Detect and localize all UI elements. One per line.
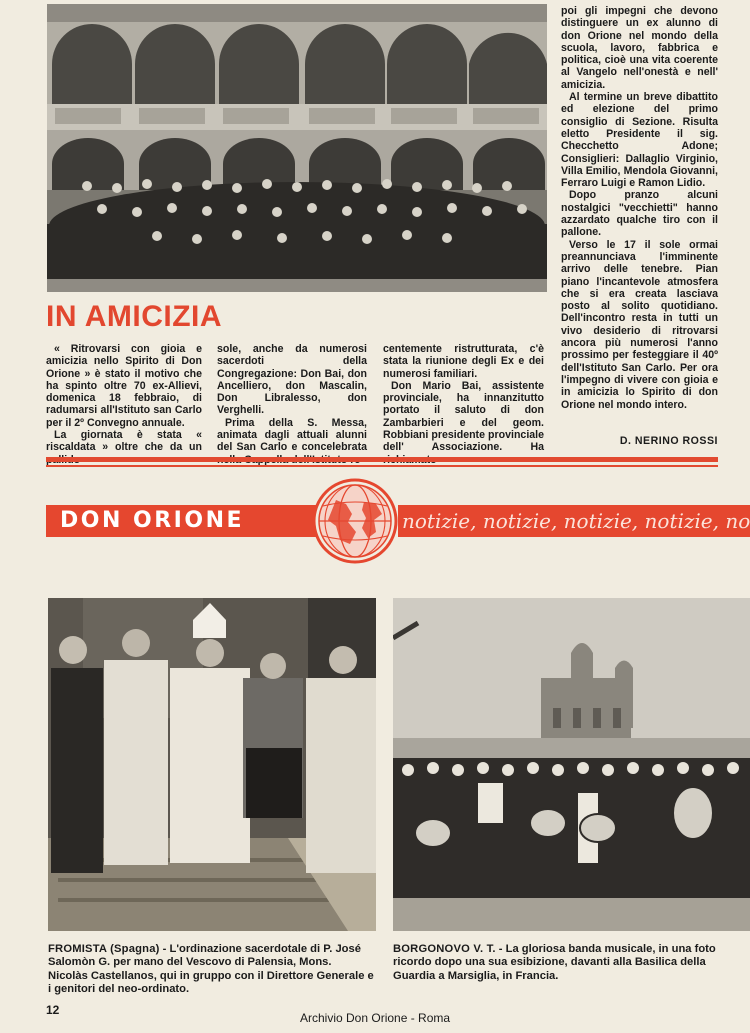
- caption-lead: FROMISTA (Spagna): [48, 943, 160, 955]
- paragraph: Don Mario Bai, assistente provinciale, ha innanzitutto portato il saluto di don Zambarbieri e del geom. Robbiani presidente provinciale dell' Associazione. Ha: [383, 379, 544, 454]
- group-photo-institute: [47, 4, 547, 292]
- paragraph: Prima della S. Messa, animata dagli attuali alunni del San Carlo e concelebrata: [217, 416, 367, 454]
- article-column-2: [217, 343, 367, 466]
- caption-lead: BORGONOVO V. T.: [393, 943, 496, 955]
- article-column-3: [383, 343, 544, 466]
- page-number: 12: [46, 1003, 60, 1017]
- banner-tagline-block: [398, 505, 750, 537]
- paragraph: Verso le 17 il sole ormai preannunciava l'imminente arrivo delle tenebre. Pian piano l'incantevole atmosfera che si era creata lasciava posto al solito quotidiano. Dell'incontro resta in tutti un vivo desiderio di ritrovarsi ancora più numerosi l'anno prossimo per festeggiare il 40º dell'Istituto San Carlo. Per ora l'impegno di vivere con gioia e in amicizia lo Spirito di don Orione nel mondo intero.: [561, 238, 718, 411]
- caption-text: - La gloriosa banda musicale, in una foto ricordo dopo una sua esibizione, davanti alla Basilica della Guardia a Marsiglia, in Francia.: [393, 943, 716, 982]
- paragraph: Dopo pranzo alcuni nostalgici "vecchietti" hanno azzardato qualche tiro con il pallone.: [561, 189, 718, 239]
- globe-icon: [312, 478, 398, 564]
- archive-credit: Archivio Don Orione - Roma: [300, 1011, 451, 1025]
- article-headline: IN AMICIZIA: [46, 300, 223, 333]
- caption-borgonovo: [393, 943, 718, 983]
- paragraph: centemente ristrutturata, c'è stata la riunione degli Ex e dei numerosi familiari.: [383, 343, 544, 380]
- paragraph: Al termine un breve dibattito ed elezione del primo consiglio di Sezione. Risulta eletto Presidente il sig. Checchetto Adone; Consiglieri: Dallaglio Virginio, Villa Emilio, Mendola Giovanni, Ferraro Luigi e Ramon Lidio.: [561, 91, 718, 190]
- article-column-1: [46, 343, 202, 466]
- section-divider-thin: [46, 465, 718, 467]
- banner-title-block: [46, 505, 316, 537]
- author-signature: D. NERINO ROSSI: [619, 435, 718, 447]
- article-column-4: [561, 5, 718, 411]
- paragraph: La giornata è stata « riscaldata » oltre che da un: [46, 429, 202, 454]
- caption-text: - L'ordinazione sacerdotale di P. José Salomòn G. per mano del Vescovo di Palensia, Mons. Nicolàs Castellanos, qui in gruppo con il Direttore Generale e i genitori del neo-ordinato.: [48, 943, 374, 995]
- banner-title: DON ORIONE: [60, 508, 245, 533]
- paragraph: « Ritrovarsi con gioia e amicizia nello Spirito di Don Orione » è stato il motivo che ha spinto oltre 70 ex-Allievi, domenica 18 febbraio, di radumarsi all'Istituto san Carlo per il 2º Convegno annuale.: [46, 343, 202, 429]
- paragraph: sole, anche da numerosi sacerdoti della Congregazione: Don Bai, don Ancelliero, don Mascalin, Don Libralesso, don Verghelli.: [217, 343, 367, 417]
- news-banner: [46, 505, 750, 537]
- banner-tagline: notizie, notizie, notizie, notizie, no: [402, 509, 750, 533]
- caption-fromista: [48, 943, 374, 996]
- section-divider: [46, 457, 718, 462]
- ordination-photo: [48, 598, 376, 931]
- paragraph: poi gli impegni che devono distinguere un ex alunno di don Orione nel mondo della scuola, lavoro, fabbrica e politica, cioè una vita coerente al Vangelo nell'onestà e nell' amicizia.: [561, 5, 718, 91]
- band-photo-basilica: [393, 598, 750, 931]
